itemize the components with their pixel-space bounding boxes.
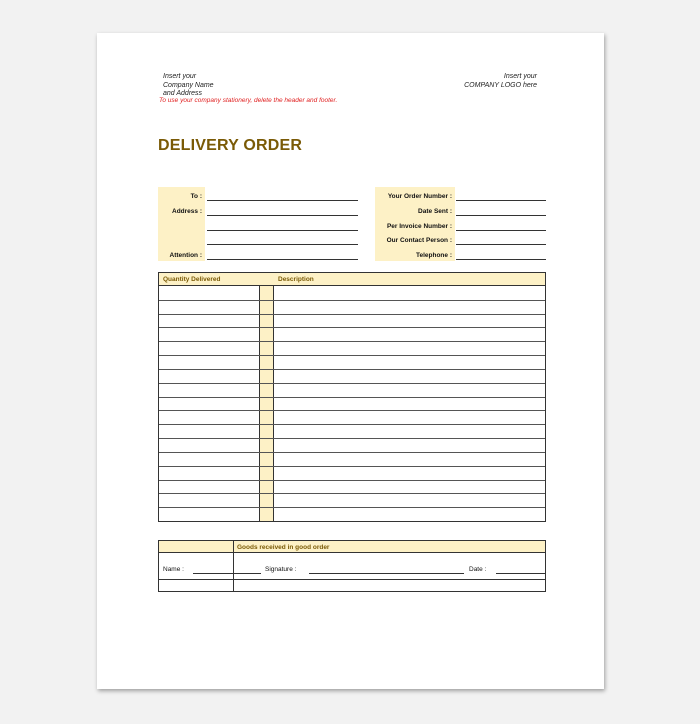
table-row-line [159, 369, 545, 370]
table-row-line [159, 397, 545, 398]
table-row-line [159, 452, 545, 453]
logo-line: COMPANY LOGO here [464, 81, 537, 89]
signature-field[interactable] [309, 573, 464, 574]
table-row-line [159, 300, 545, 301]
contact-person-label: Our Contact Person : [386, 237, 452, 244]
table-row-line [159, 314, 545, 315]
table-row-line [159, 424, 545, 425]
table-row-line [159, 438, 545, 439]
table-row-line [159, 383, 545, 384]
date-sent-label: Date Sent : [418, 208, 452, 215]
receipt-column-divider [233, 541, 234, 591]
date-field[interactable] [496, 573, 545, 574]
to-label: To : [190, 193, 202, 200]
document-page [97, 33, 604, 689]
company-address-placeholder [163, 73, 273, 99]
logo-line: Insert your [503, 73, 537, 80]
company-line: Insert your [163, 73, 197, 80]
signature-label: Signature : [265, 566, 297, 573]
contact-person-field[interactable] [456, 244, 546, 245]
company-line: Company Name [163, 81, 214, 89]
table-row-line [159, 493, 545, 494]
company-line: and Address [163, 90, 203, 97]
address-field-line-2[interactable] [207, 230, 358, 231]
table-row-line [159, 327, 545, 328]
table-row-line [159, 410, 545, 411]
address-label: Address : [172, 208, 202, 215]
receipt-table [158, 540, 546, 592]
order-number-field[interactable] [456, 200, 546, 201]
attention-field[interactable] [207, 259, 358, 260]
invoice-number-field[interactable] [456, 230, 546, 231]
receipt-row-divider [159, 579, 545, 580]
table-row-line [159, 480, 545, 481]
address-field-line-1[interactable] [207, 215, 358, 216]
items-table [158, 272, 546, 522]
telephone-label: Telephone : [416, 252, 452, 259]
table-row-line [159, 507, 545, 508]
company-logo-placeholder [427, 73, 537, 90]
order-number-label: Your Order Number : [387, 193, 452, 200]
name-label: Name : [163, 566, 184, 573]
invoice-number-label: Per Invoice Number : [386, 223, 452, 230]
attention-label: Attention : [169, 252, 202, 259]
date-sent-field[interactable] [456, 215, 546, 216]
description-column-header: Description [278, 276, 314, 283]
telephone-field[interactable] [456, 259, 546, 260]
document-title: DELIVERY ORDER [158, 137, 303, 154]
name-field[interactable] [193, 573, 261, 574]
quantity-column-header: Quantity Delivered [163, 276, 221, 283]
table-row-line [159, 466, 545, 467]
address-field-line-3[interactable] [207, 244, 358, 245]
date-label: Date : [469, 566, 487, 573]
receipt-header-row [159, 541, 545, 553]
table-row-line [159, 341, 545, 342]
stationery-note: To use your company stationery, delete the header and footer. [159, 97, 338, 104]
to-field[interactable] [207, 200, 358, 201]
table-row-line [159, 355, 545, 356]
goods-received-label: Goods received in good order [237, 544, 330, 551]
